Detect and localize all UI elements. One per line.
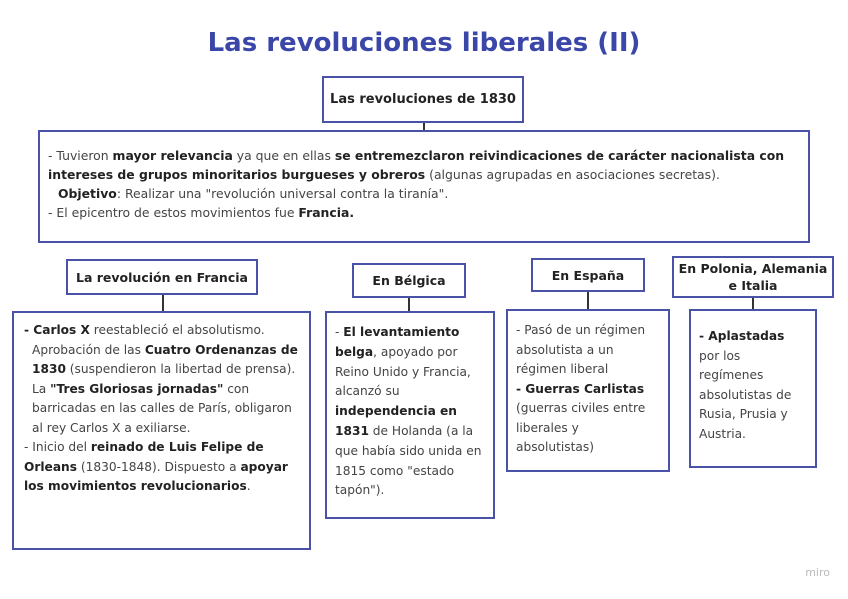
summary-line-1: - Tuvieron mayor relevancia ya que en ellas se entremezclaron reivindicaciones de carácter nacionalista con intereses de grupos minoritarios burgueses y obreros (algunas agrupadas en asociaciones secretas). bbox=[48, 148, 785, 182]
summary-line-2: Objetivo: Realizar una "revolución universal contra la tiranía". bbox=[58, 186, 449, 201]
branch-body-polonia bbox=[689, 309, 817, 468]
branch-label-belgica-text: En Bélgica bbox=[372, 273, 446, 288]
branch-label-belgica bbox=[352, 263, 466, 298]
francia-line-4: - Inicio del reinado de Luis Felipe de Orleans (1830-1848). Dispuesto a apoyar los movimientos revolucionarios. bbox=[24, 440, 288, 493]
branch-body-francia bbox=[12, 311, 311, 550]
connector-summary-francia bbox=[162, 294, 164, 312]
francia-line-3: La "Tres Gloriosas jornadas" con barricadas en las calles de París, obligaron al rey Carlos X a exiliarse. bbox=[32, 381, 292, 435]
branch-label-polonia-text: En Polonia, Alemania e Italia bbox=[678, 261, 828, 293]
summary-node bbox=[38, 130, 810, 243]
branch-label-francia-text: La revolución en Francia bbox=[76, 269, 248, 285]
branch-label-polonia bbox=[672, 256, 834, 298]
connector-summary-polonia bbox=[752, 297, 754, 309]
branch-label-espana-text: En España bbox=[551, 267, 625, 283]
francia-line-2: Aprobación de las Cuatro Ordenanzas de 1830 (suspendieron la libertad de prensa). bbox=[32, 342, 298, 376]
root-node bbox=[322, 76, 524, 123]
branch-label-francia bbox=[66, 259, 258, 295]
branch-label-espana bbox=[531, 258, 645, 292]
espana-line-1: - Pasó de un régimen absolutista a un régimen liberal bbox=[516, 323, 646, 376]
root-node-label: Las revoluciones de 1830 bbox=[330, 92, 516, 107]
belgica-line-1: - El levantamiento belga, apoyado por Reino Unido y Francia, alcanzó su independencia en 1831 de Holanda (a la que había sido unida en 1815 como "estado tapón"). bbox=[335, 325, 482, 498]
polonia-line-1: - Aplastadas por los regímenes absolutistas de Rusia, Prusia y Austria. bbox=[699, 329, 792, 441]
connector-summary-belgica bbox=[408, 297, 410, 311]
francia-line-1: - Carlos X reestableció el absolutismo. bbox=[24, 323, 265, 337]
miro-watermark: miro bbox=[805, 566, 830, 579]
branch-body-belgica bbox=[325, 311, 495, 519]
espana-line-2: - Guerras Carlistas (guerras civiles entre liberales y absolutistas) bbox=[516, 381, 646, 454]
connector-root-summary bbox=[423, 123, 425, 130]
summary-line-3: - El epicentro de estos movimientos fue Francia. bbox=[48, 205, 355, 220]
branch-body-espana bbox=[506, 309, 670, 472]
page-title: Las revoluciones liberales (II) bbox=[207, 28, 641, 58]
connector-summary-espana bbox=[587, 291, 589, 309]
